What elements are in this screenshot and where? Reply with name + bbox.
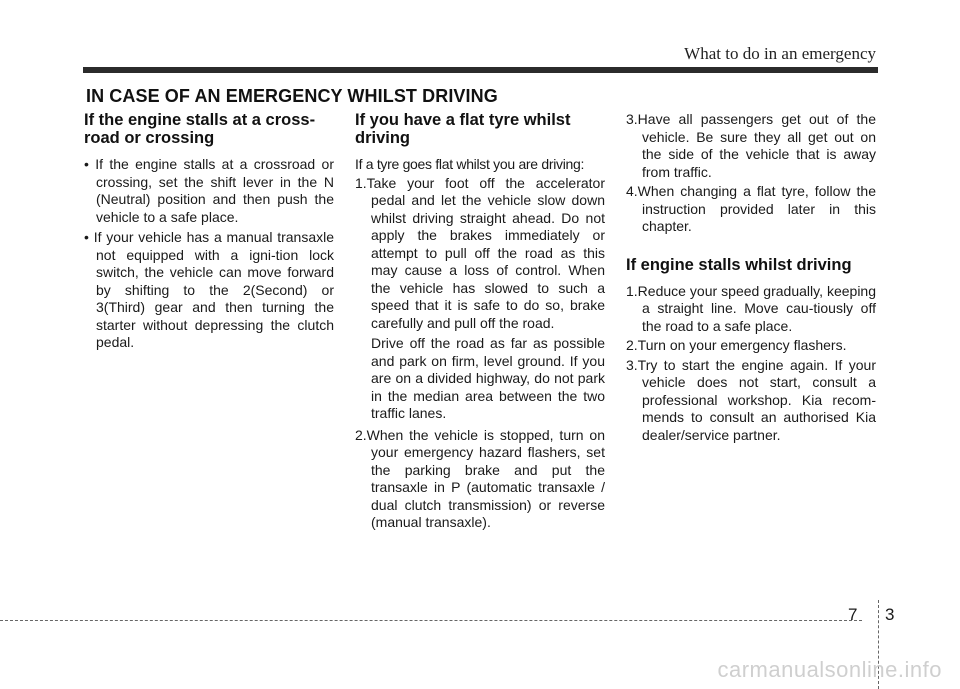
watermark: carmanualsonline.info (717, 657, 942, 682)
header-rule (83, 67, 878, 73)
crossing-bullet-list (84, 156, 334, 352)
flat-tyre-steps (355, 175, 605, 333)
flat-tyre-steps-cont (355, 427, 605, 532)
step-item: 2.When the vehicle is stopped, turn on your emergency hazard flashers, set the parking brake and put the transaxle in P (automatic transaxle / dual clutch transmission) or reverse (manual transaxle). (355, 426, 605, 530)
step-item: 2.Turn on your emergency flashers. (626, 337, 847, 353)
step-item: 1.Reduce your speed gradually, keeping a straight line. Move cau-tiously off the road to a safe place. (626, 282, 876, 334)
chapter-title: What to do in an emergency (684, 44, 876, 63)
flat-tyre-steps-continued (626, 111, 876, 236)
bullet-item: • If your vehicle has a manual transaxle not equipped with a igni-tion lock switch, the vehicle can move forward by shifting to the 2(Second) or 3(Third) gear and then turning the starter without depressing the clutch pedal. (84, 229, 335, 350)
step-item: 1.Take your foot off the accelerator pedal and let the vehicle slow down whilst driving straight ahead. Do not apply the brakes immediately or attempt to pull off the road as this may cause a loss of control. When the vehicle has slowed to such a speed that it is safe to do so, brake carefully and pull off the road. (355, 174, 605, 331)
step-item: 3.Have all passengers get out of the vehicle. Be sure they all get out on the side of the vehicle that is away from traffic. (626, 111, 876, 180)
footer-divider (0, 620, 862, 621)
engine-stalls-crossing-heading: If the engine stalls at a cross-road or crossing (84, 111, 316, 147)
step-continuation: Drive off the road as far as possible and park on firm, level ground. If you are on a divided highway, do not park in the median area between the two traffic lanes. (371, 335, 605, 421)
column-1 (84, 111, 334, 355)
column-2 (355, 111, 605, 534)
bullet-item: • If the engine stalls at a crossroad or crossing, set the shift lever in the N (Neutral) position and then push the vehicle to a safe place. (84, 156, 334, 225)
engine-stalls-driving-heading: If engine stalls whilst driving (626, 255, 852, 274)
page-number: 3 (885, 605, 895, 624)
chapter-number: 7 (848, 605, 858, 624)
flat-tyre-heading: If you have a flat tyre whilst driving (355, 111, 571, 147)
column-3 (626, 111, 876, 446)
section-title: IN CASE OF AN EMERGENCY WHILST DRIVING (86, 86, 498, 106)
step-item: 3.Try to start the engine again. If your vehicle does not start, consult a professional workshop. Kia recom-mends to consult an authorised Kia dealer/service partner. (626, 356, 876, 443)
engine-stalls-steps (626, 283, 876, 445)
flat-tyre-intro: If a tyre goes flat whilst you are driving: (355, 156, 585, 172)
step-item: 4.When changing a flat tyre, follow the instruction provided later in this chapter. (626, 183, 876, 234)
